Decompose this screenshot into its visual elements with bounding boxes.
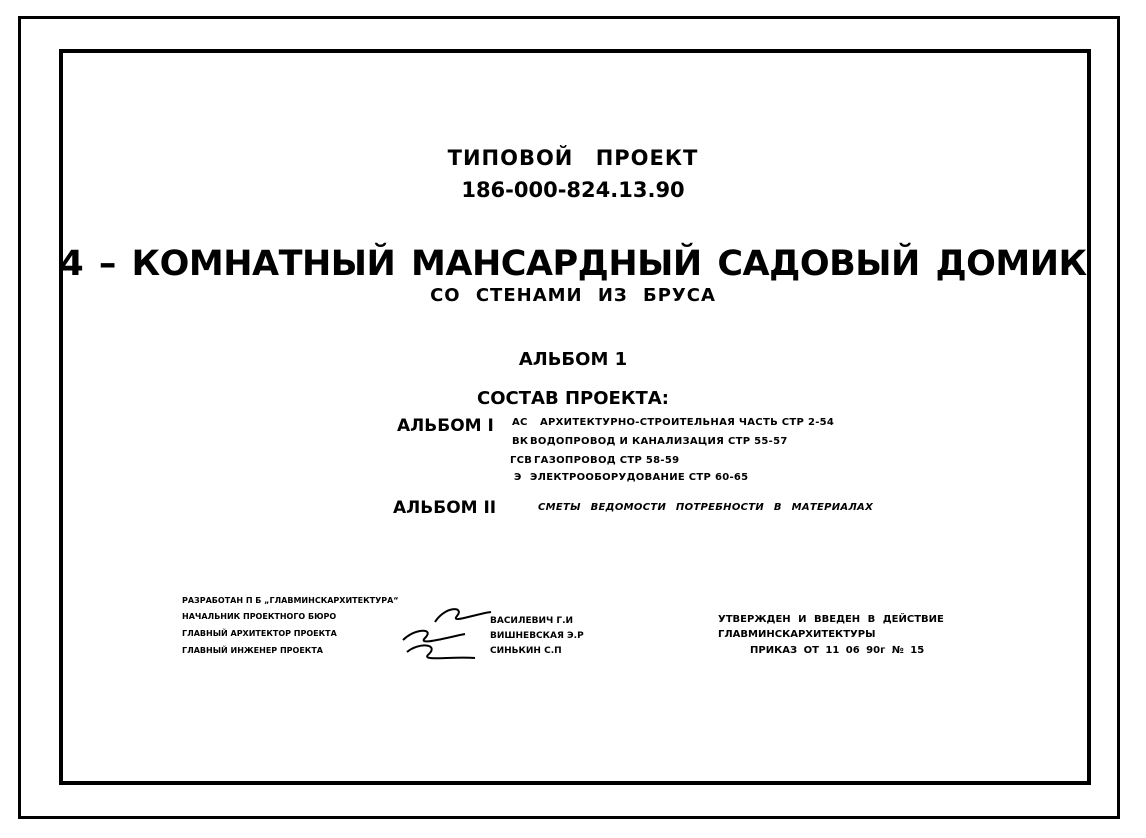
album2-label: АЛЬБОМ II	[393, 498, 497, 518]
credit-name: СИНЬКИН С.П	[490, 646, 562, 656]
approval-line: ГЛАВМИНСКАРХИТЕКТУРЫ	[718, 629, 876, 640]
contents-item-code: Э	[514, 472, 522, 483]
contents-item-text: ЭЛЕКТРООБОРУДОВАНИЕ СТР 60-65	[530, 472, 749, 483]
developer-line: РАЗРАБОТАН П Б „ГЛАВМИНСКАРХИТЕКТУРА“	[182, 596, 399, 605]
approval-line: ПРИКАЗ ОТ 11 06 90г № 15	[750, 645, 925, 656]
document-title: 4 – КОМНАТНЫЙ МАНСАРДНЫЙ САДОВЫЙ ДОМИК	[59, 244, 1087, 284]
album2-description: СМЕТЫ ВЕДОМОСТИ ПОТРЕБНОСТИ В МАТЕРИАЛАХ	[538, 502, 874, 513]
contents-item-code: ВК	[512, 436, 529, 447]
project-number: 186-000-824.13.90	[461, 178, 685, 202]
credit-name: ВИШНЕВСКАЯ Э.Р	[490, 631, 584, 641]
document-subtitle: СО СТЕНАМИ ИЗ БРУСА	[430, 285, 716, 306]
credit-role: НАЧАЛЬНИК ПРОЕКТНОГО БЮРО	[182, 612, 337, 621]
contents-item-text: ГАЗОПРОВОД СТР 58-59	[534, 455, 680, 466]
contents-item-text: ВОДОПРОВОД И КАНАЛИЗАЦИЯ СТР 55-57	[530, 436, 788, 447]
approval-line: УТВЕРЖДЕН И ВВЕДЕН В ДЕЙСТВИЕ	[718, 614, 944, 625]
album-number: АЛЬБОМ 1	[518, 349, 628, 370]
credit-role: ГЛАВНЫЙ АРХИТЕКТОР ПРОЕКТА	[182, 629, 337, 638]
credit-name: ВАСИЛЕВИЧ Г.И	[490, 616, 574, 626]
project-type-heading: ТИПОВОЙ ПРОЕКТ	[447, 146, 699, 170]
contents-item-code: АС	[512, 417, 528, 428]
contents-heading: СОСТАВ ПРОЕКТА:	[477, 388, 669, 409]
album1-label: АЛЬБОМ I	[397, 416, 494, 436]
contents-item-code: ГСВ	[510, 455, 533, 466]
credit-role: ГЛАВНЫЙ ИНЖЕНЕР ПРОЕКТА	[182, 646, 323, 655]
contents-item-text: АРХИТЕКТУРНО-СТРОИТЕЛЬНАЯ ЧАСТЬ СТР 2-54	[540, 417, 835, 428]
